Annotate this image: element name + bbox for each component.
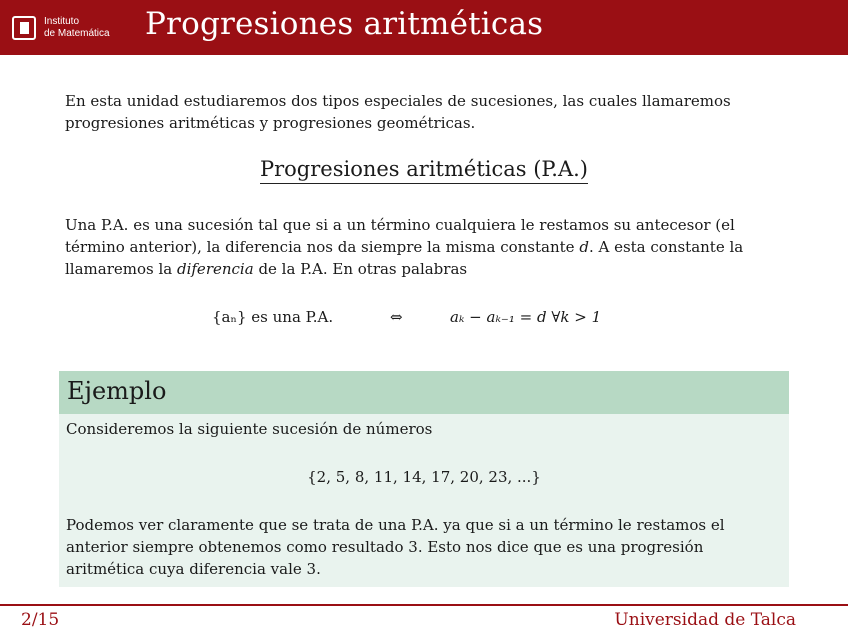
formula-lhs: {aₙ} es una P.A. (212, 308, 334, 326)
page-number: 2/15 (21, 610, 60, 630)
formula-iff-symbol: ⇔ (390, 308, 403, 326)
definition-word-diferencia: diferencia (176, 260, 254, 278)
example-explanation: Podemos ver claramente que se trata de una P.A. ya que si a un término le restamos el anterior siempre obtenemos como resultado 3. Esto nos dice que es una progresión aritmética cuya diferencia vale 3. (66, 516, 725, 578)
intro-paragraph: En esta unidad estudiaremos dos tipos especiales de sucesiones, las cuales llamaremos progresiones aritméticas y progresiones geométricas. (65, 92, 731, 132)
definition-formula (0, 308, 848, 332)
section-title (0, 157, 848, 184)
logo-line-2: de Matemática (44, 28, 110, 39)
slide-title: Progresiones aritméticas (145, 6, 544, 42)
definition-part-1: Una P.A. es una sucesión tal que si a un término cualquiera le restamos su antecesor (el término anterior), la diferencia nos da siempre la misma constante (65, 216, 735, 256)
institute-logo (12, 11, 127, 45)
example-block (59, 371, 789, 587)
definition-var-d: d (579, 238, 589, 256)
footer-institution: Universidad de Talca (614, 610, 796, 630)
section-title-text: Progresiones aritméticas (P.A.) (260, 157, 588, 184)
formula-rhs: aₖ − aₖ₋₁ = d ∀k > 1 (450, 308, 602, 326)
logo-line-1: Instituto (44, 16, 80, 27)
header-bar (0, 0, 848, 55)
example-sequence: {2, 5, 8, 11, 14, 17, 20, 23, ...} (307, 468, 541, 486)
definition-part-3: de la P.A. En otras palabras (253, 260, 468, 278)
institute-logo-icon (12, 16, 36, 40)
definition-paragraph (65, 214, 783, 280)
definition-part-2: . A esta constante la llamaremos la (65, 238, 744, 278)
logo-text (44, 16, 110, 40)
example-header: Ejemplo (59, 371, 789, 414)
footer-divider (0, 604, 848, 606)
example-intro: Consideremos la siguiente sucesión de números (66, 420, 433, 438)
